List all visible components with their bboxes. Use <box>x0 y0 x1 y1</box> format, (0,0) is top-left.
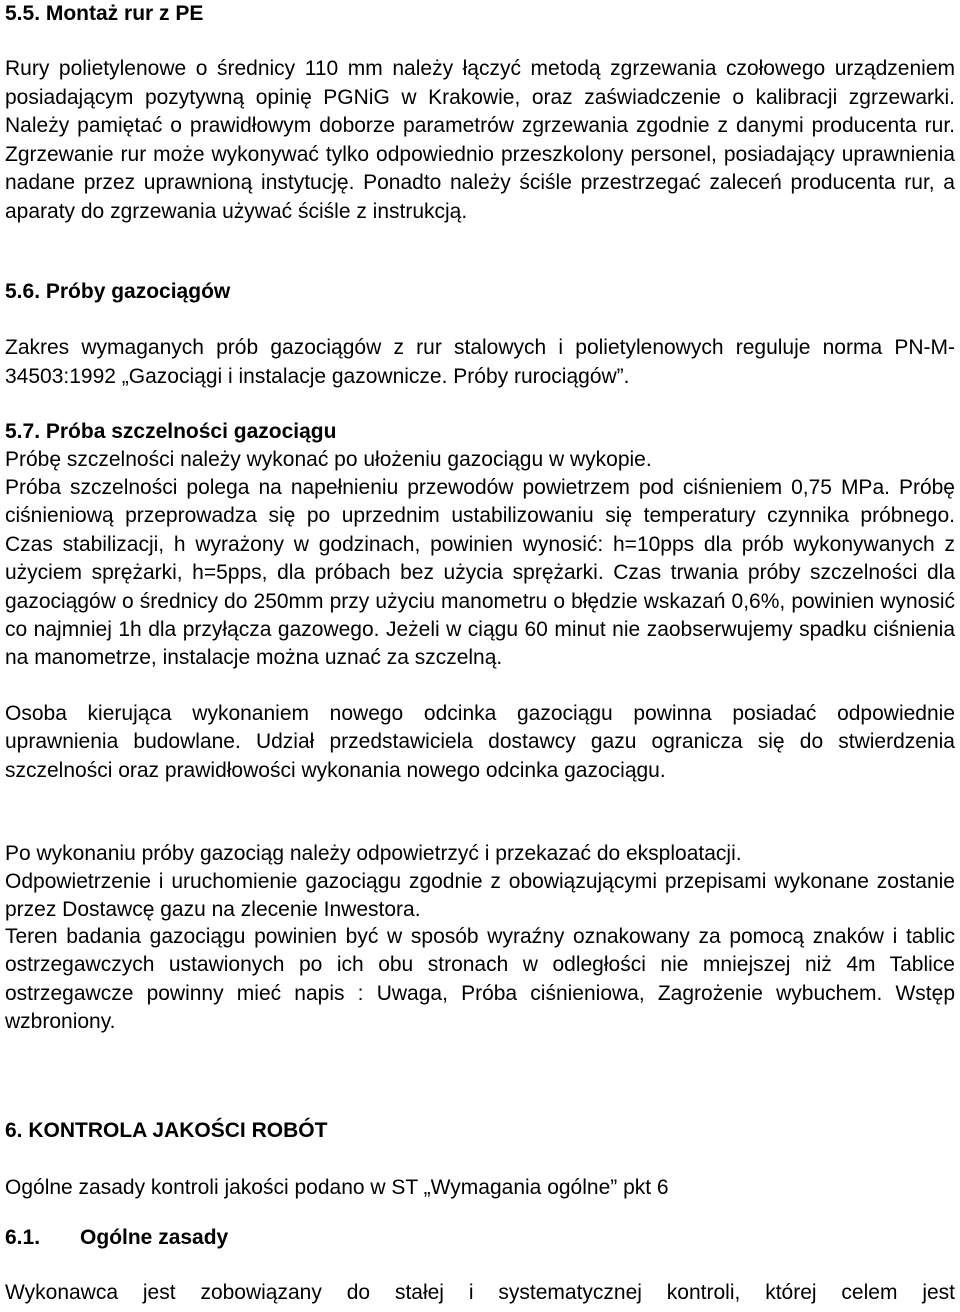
section-5-7-pressure-test-body: Próba szczelności polega na napełnieniu przewodów powietrzem pod ciśnieniem 0,75 MPa. Próbę ciśnieniową przeprowadza się po uprzednim ustabilizowaniu się temperatury czynnika próbnego. Czas stabilizacji, h wyrażony w godzinach, powinien wynosić: h=10pps dla prób wykonywanych z użyciem sprężarki, h=5pps, dla próbach bez użycia sprężarki. Czas trwania próby szczelności dla gazociągów o średnicy do 250mm przy użyciu manometru o błędzie wskazań 0,6%, powinien wynosić co najmniej 1h dla przyłącza gazowego. Jeżeli w ciągu 60 minut nie zaobserwujemy spadku ciśnienia na manometrze, instalacje można uznać za szczelną. <box>5 476 955 670</box>
section-5-5-body: Rury polietylenowe o średnicy 110 mm należy łączyć metodą zgrzewania czołowego urządzeniem posiadającym pozytywną opinię PGNiG w Krakowie, oraz zaświadczenie o kalibracji zgrzewarki. Należy pamiętać o prawidłowym doborze parametrów zgrzewania zgodnie z danymi producenta rur. Zgrzewanie rur może wykonywać tylko odpowiednio przeszkolony personel, posiadający uprawnienia nadane przez uprawnioną instytucję. Ponadto należy ściśle przestrzegać zaleceń producenta rur, a aparaty do zgrzewania używać ściśle z instrukcją. <box>5 57 955 223</box>
section-6-1-heading <box>5 1224 228 1252</box>
section-5-7-intro-line: Próbę szczelności należy wykonać po ułożeniu gazociągu w wykopie. <box>5 448 652 471</box>
section-6-body: Ogólne zasady kontroli jakości podano w ST „Wymagania ogólne” pkt 6 <box>5 1176 669 1199</box>
section-6-heading: 6. KONTROLA JAKOŚCI ROBÓT <box>5 1119 328 1142</box>
section-6-1-body: Wykonawca jest zobowiązany do stałej i systematycznej kontroli, której celem jest <box>5 1281 955 1304</box>
section-5-7-warning-signs-body: Teren badania gazociągu powinien być w sposób wyraźny oznakowany za pomocą znaków i tablic ostrzegawczych ustawionych po ich obu stronach w odległości nie mniejszej niż 4m Tablice ostrzegawcze powinny mieć napis : Uwaga, Próba ciśnieniowa, Zagrożenie wybuchem. Wstęp wzbroniony. <box>5 925 955 1034</box>
section-6-1-title: Ogólne zasady <box>80 1226 229 1249</box>
section-5-7-supervisor-body: Osoba kierująca wykonaniem nowego odcinka gazociągu powinna posiadać odpowiednie uprawnienia budowlane. Udział przedstawiciela dostawcy gazu ogranicza się do stwierdzenia szczelności oraz prawidłowości wykonania nowego odcinka gazociągu. <box>5 702 955 782</box>
section-5-5-heading: 5.5. Montaż rur z PE <box>5 2 204 25</box>
section-5-6-body: Zakres wymaganych prób gazociągów z rur stalowych i polietylenowych reguluje norma PN-M-34503:1992 „Gazociągi i instalacje gazownicze. Próby rurociągów”. <box>5 336 955 388</box>
section-5-7-venting-line: Po wykonaniu próby gazociąg należy odpowietrzyć i przekazać do eksploatacji. <box>5 842 742 865</box>
section-5-7-venting-body: Odpowietrzenie i uruchomienie gazociągu zgodnie z obowiązującymi przepisami wykonane zostanie przez Dostawcę gazu na zlecenie Inwestora. <box>5 870 955 922</box>
section-5-6-heading: 5.6. Próby gazociągów <box>5 280 231 303</box>
section-5-7-heading: 5.7. Próba szczelności gazociągu <box>5 420 337 443</box>
section-6-1-number: 6.1. <box>5 1226 41 1249</box>
